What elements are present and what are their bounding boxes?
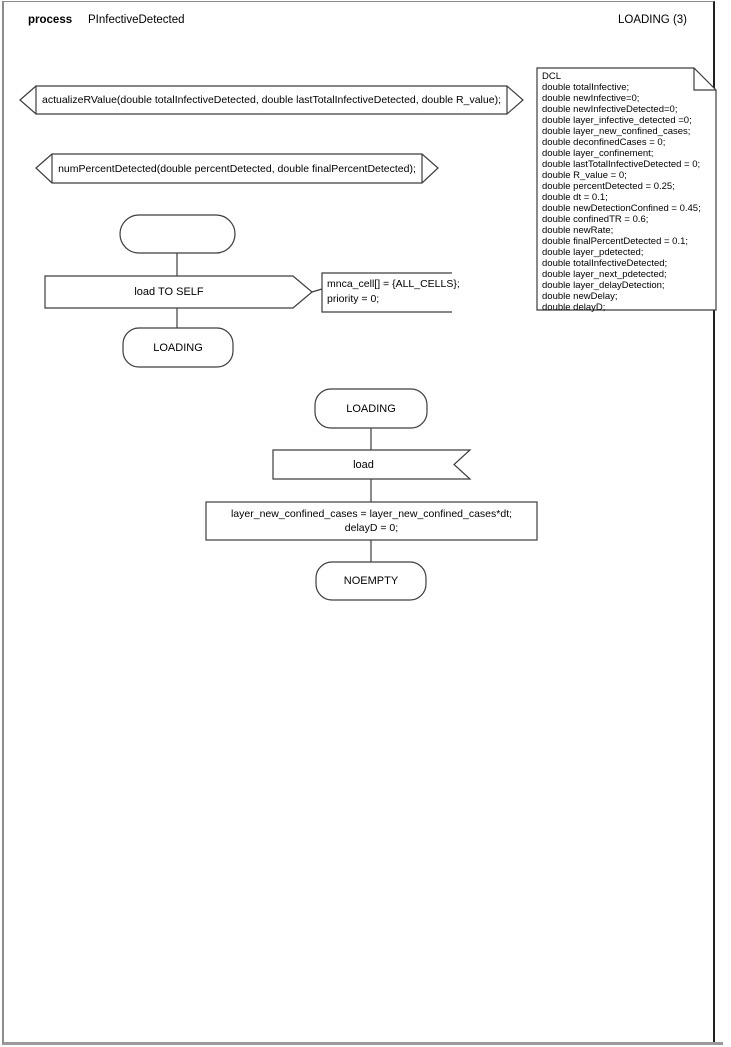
header-page-state: LOADING (3) (617, 14, 687, 26)
dcl-line: double deconfinedCases = 0; (542, 137, 666, 148)
dcl-line: double dt = 0.1; (542, 192, 608, 203)
dcl-note-text (542, 71, 712, 313)
signature-actualize-r-value: actualizeRValue(double totalInfectiveDetected, double lastTotalInfectiveDetected, double R_value); (42, 94, 501, 106)
state-label-noempty: NOEMPTY (343, 575, 399, 587)
task-line: layer_new_confined_cases = layer_new_confined_cases*dt; (230, 508, 513, 520)
comment-text (327, 277, 460, 306)
state-label-loading-2: LOADING (346, 402, 396, 415)
header-process-name: PInfectiveDetected (88, 14, 185, 26)
dcl-line: double finalPercentDetected = 0.1; (542, 236, 689, 247)
dcl-line: double layer_new_confined_cases; (542, 126, 691, 137)
task-text (206, 502, 537, 540)
dcl-line: double newInfective=0; (542, 93, 640, 104)
dcl-line: double lastTotalInfectiveDetected = 0; (542, 159, 701, 170)
dcl-line: double layer_delayDetection; (542, 280, 665, 291)
dcl-line: double layer_infective_detected =0; (542, 115, 692, 126)
dcl-line: double totalInfective; (542, 82, 630, 93)
comment-line: mnca_cell[] = {ALL_CELLS}; (327, 278, 460, 290)
dcl-line: double newRate; (542, 225, 614, 236)
dcl-line: double percentDetected = 0.25; (542, 181, 675, 192)
state-label-loading-1: LOADING (153, 341, 203, 354)
dcl-line: double newDetectionConfined = 0.45; (542, 203, 701, 214)
signature-num-percent-detected: numPercentDetected(double percentDetected, double finalPercentDetected); (58, 162, 416, 175)
output-label-load-to-self: load TO SELF (134, 286, 204, 298)
dcl-line: double layer_next_pdetected; (542, 269, 667, 280)
dcl-line: double layer_pdetected; (542, 247, 644, 258)
dcl-line: double newDelay; (542, 291, 618, 302)
dcl-line: double R_value = 0; (542, 170, 627, 181)
dcl-line: double newInfectiveDetected=0; (542, 104, 678, 115)
dcl-line: DCL (542, 71, 562, 82)
dcl-line: double confinedTR = 0.6; (542, 214, 649, 225)
dcl-line: double delayD; (542, 302, 606, 313)
connector-output-comment (312, 289, 322, 292)
task-line: delayD = 0; (344, 522, 399, 534)
start-symbol (120, 215, 235, 253)
dcl-line: double totalInfectiveDetected; (542, 258, 668, 269)
input-label-load: load (353, 458, 374, 471)
comment-line: priority = 0; (327, 292, 380, 305)
header-keyword: process (28, 14, 73, 26)
dcl-line: double layer_confinement; (542, 148, 654, 159)
